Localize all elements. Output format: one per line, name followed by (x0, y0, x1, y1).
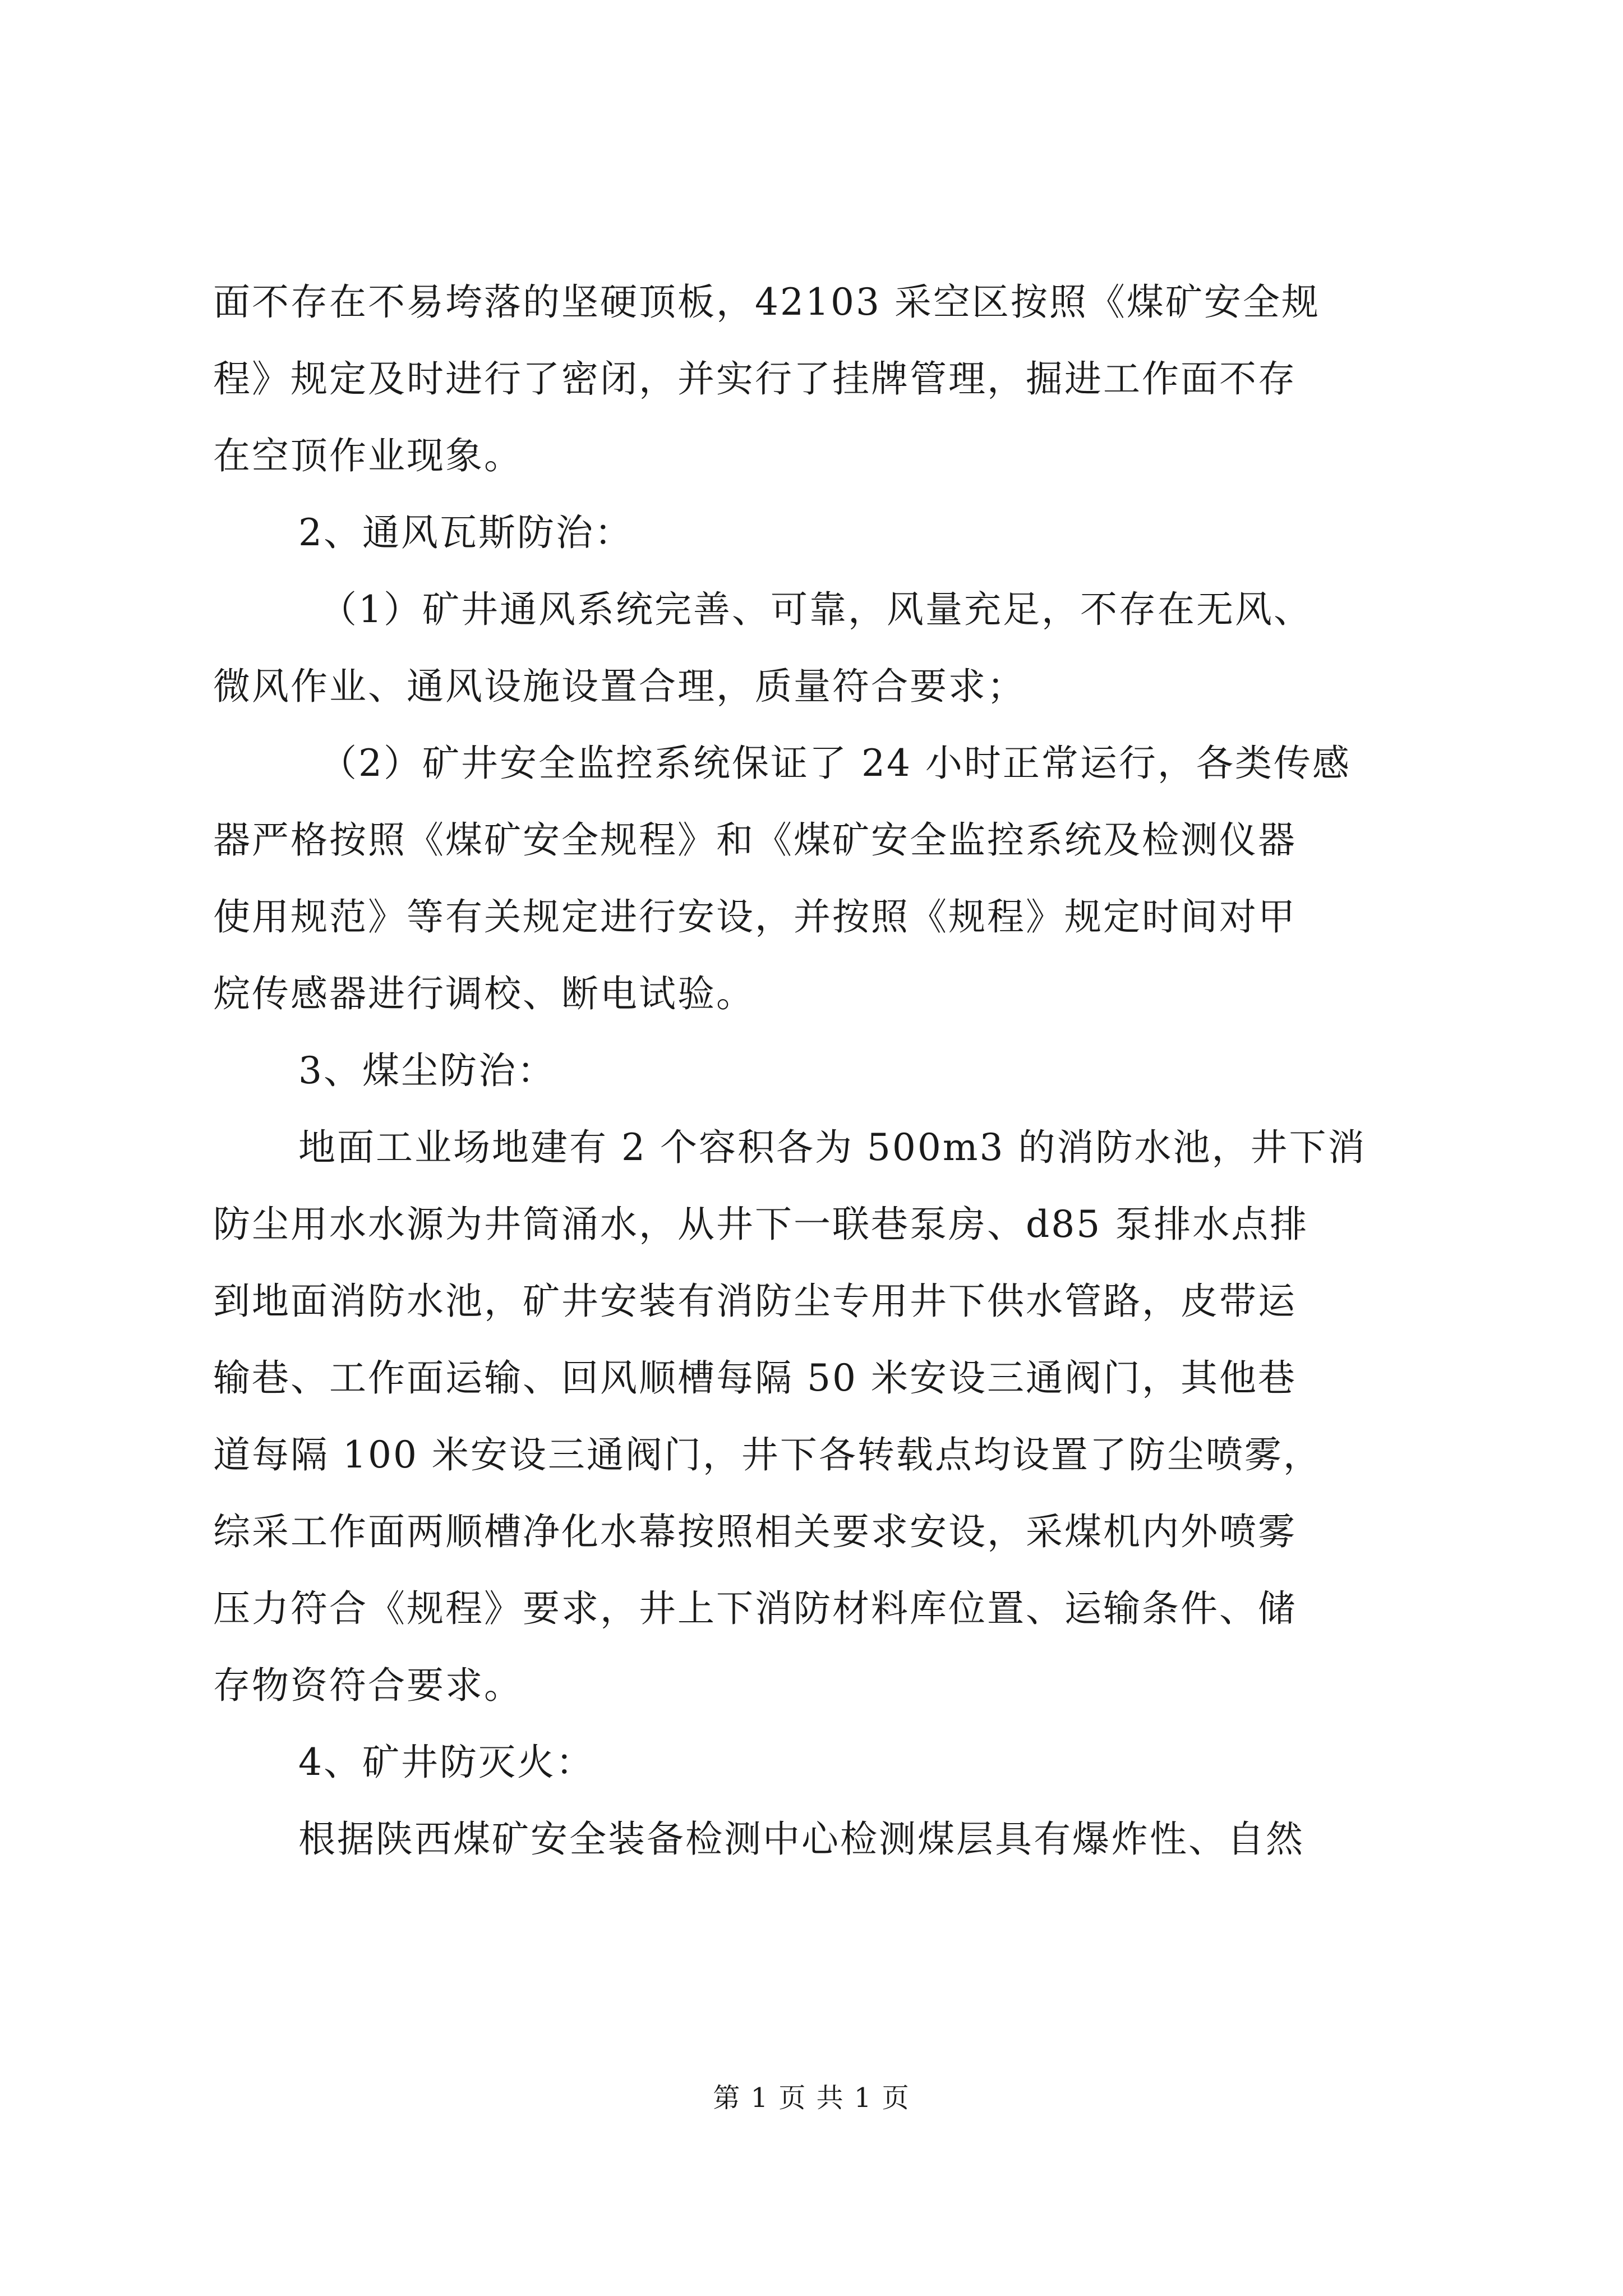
text-line: 器严格按照《煤矿安全规程》和《煤矿安全监控系统及检测仪器 (213, 818, 1297, 862)
text-line: 道每隔 100 米安设三通阀门，井下各转载点均设置了防尘喷雾， (213, 1433, 1322, 1476)
text-line: （2）矿井安全监控系统保证了 24 小时正常运行，各类传感 (320, 742, 1351, 785)
text-line: 面不存在不易垮落的坚硬顶板，42103 采空区按照《煤矿安全规 (213, 280, 1320, 324)
section-heading-ventilation: 2、通风瓦斯防治： (298, 511, 633, 554)
text-line: 使用规范》等有关规定进行安设，并按照《规程》规定时间对甲 (213, 895, 1297, 938)
text-line: 在空顶作业现象。 (213, 434, 523, 477)
document-body (213, 264, 1424, 1878)
page-number-footer: 第 1 页 共 1 页 (713, 2082, 910, 2114)
section-heading-fire-prevention: 4、矿井防灭火： (298, 1741, 594, 1784)
text-line: 存物资符合要求。 (213, 1664, 523, 1707)
text-line: 程》规定及时进行了密闭，并实行了挂牌管理，掘进工作面不存 (213, 357, 1297, 401)
text-line: 根据陕西煤矿安全装备检测中心检测煤层具有爆炸性、自然 (298, 1818, 1304, 1861)
text-line: 输巷、工作面运输、回风顺槽每隔 50 米安设三通阀门，其他巷 (213, 1356, 1297, 1400)
text-line: 综采工作面两顺槽净化水幕按照相关要求安设，采煤机内外喷雾 (213, 1510, 1297, 1553)
text-line: 压力符合《规程》要求，井上下消防材料库位置、运输条件、储 (213, 1587, 1297, 1630)
text-line: 地面工业场地建有 2 个容积各为 500m3 的消防水池，井下消 (298, 1126, 1367, 1169)
text-line: 到地面消防水池，矿井安装有消防尘专用井下供水管路，皮带运 (213, 1280, 1297, 1323)
section-heading-coal-dust: 3、煤尘防治： (298, 1049, 556, 1092)
text-line: 微风作业、通风设施设置合理，质量符合要求； (213, 665, 1026, 708)
text-line: 烷传感器进行调校、断电试验。 (213, 972, 755, 1015)
text-line: 防尘用水水源为井筒涌水，从井下一联巷泵房、d85 泵排水点排 (213, 1203, 1309, 1246)
text-line: （1）矿井通风系统完善、可靠，风量充足，不存在无风、 (320, 588, 1312, 631)
